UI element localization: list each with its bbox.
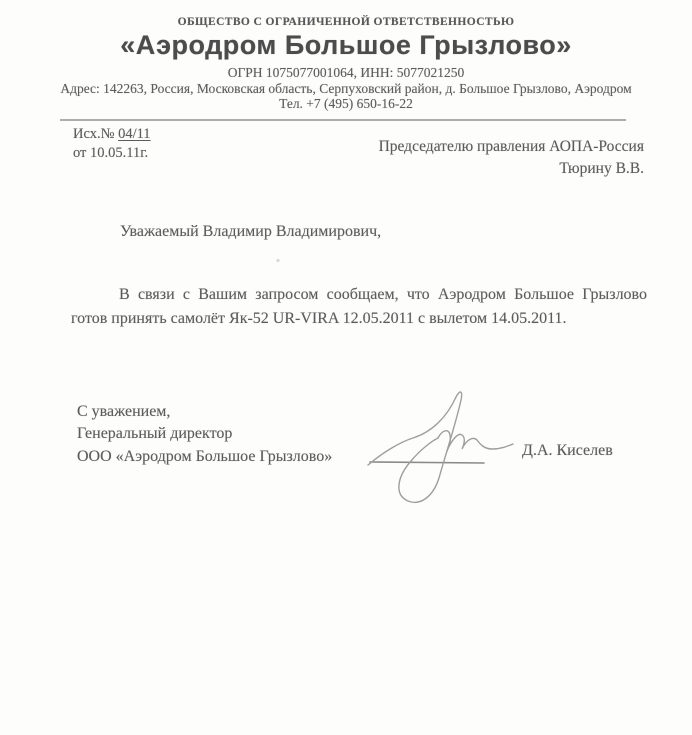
closing-position: Генеральный директор [77,425,233,443]
header-divider [60,119,626,121]
company-name: «Аэродром Большое Грызлово» [120,30,572,60]
recipient-name: Тюрину В.В. [559,159,644,177]
handwritten-signature-icon [350,383,538,507]
registration-line: ОГРН 1075077001064, ИНН: 5077021250 [227,65,465,80]
closing-company: ООО «Аэродром Большое Грызлово» [77,447,333,465]
outgoing-number-line [73,125,151,144]
address-line: Адрес: 142263, Россия, Московская область, Серпуховский район, д. Большое Грызлово, Аэродром [60,81,632,96]
scan-speck-artifact [276,258,280,263]
recipient-block [379,136,644,179]
outgoing-label: Исх.№ [73,126,119,142]
phone-line: Тел. +7 (495) 650-16-22 [279,96,413,111]
signatory-name: Д.А. Киселев [522,442,613,459]
closing-regards: С уважением, [77,403,171,420]
org-type-line: ОБЩЕСТВО С ОГРАНИЧЕННОЙ ОТВЕТСТВЕННОСТЬЮ [177,16,515,28]
recipient-title: Председателю правления АОПА-Россия [378,138,644,155]
closing-block [77,401,332,468]
reference-block [73,125,151,163]
salutation: Уважаемый Владимир Владимирович, [120,223,382,240]
outgoing-number: 04/11 [118,126,151,142]
body-paragraph: В связи с Вашим запросом сообщаем, что Аэродром Большое Грызлово готов принять самолёт Як-52 UR-VIRA 12.05.2011 с вылетом 14.05.2011. [71,286,647,327]
outgoing-date-line: от 10.05.11г. [73,145,149,161]
